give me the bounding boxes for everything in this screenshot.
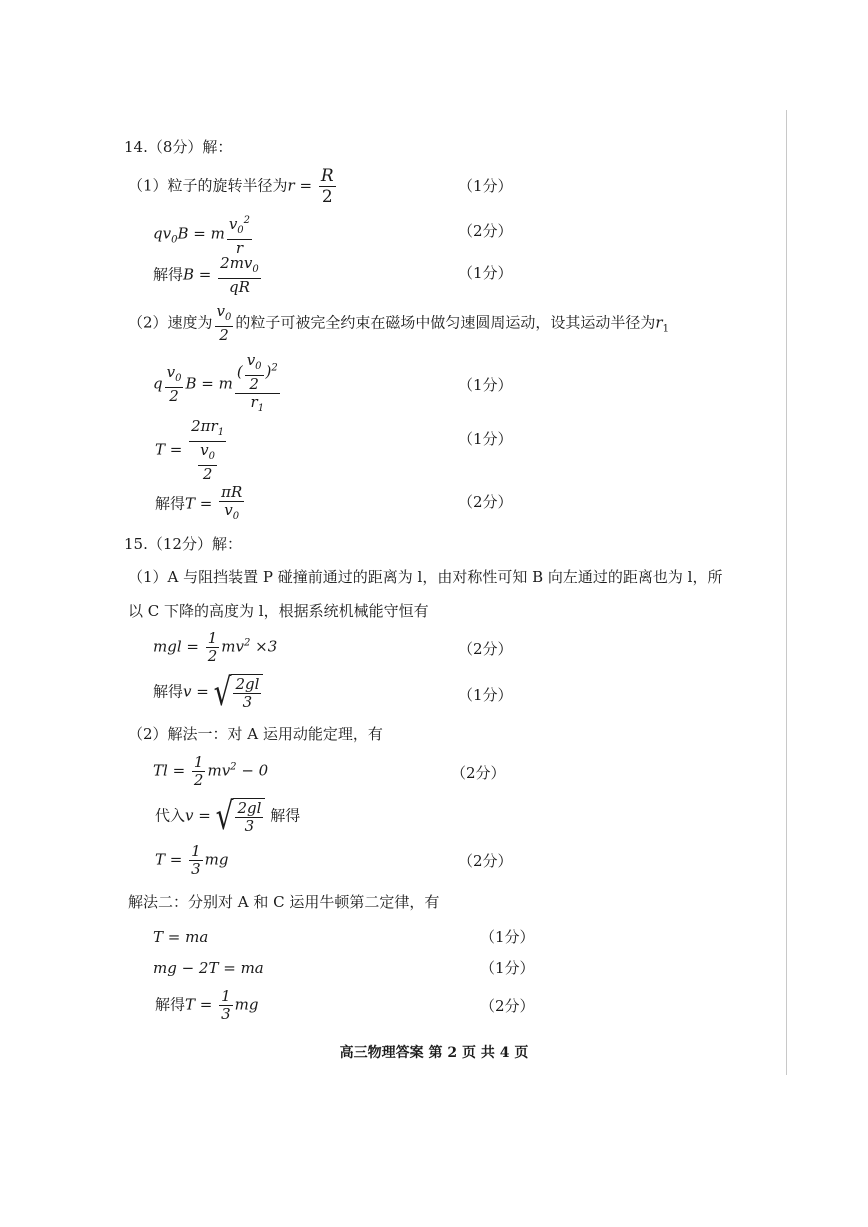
q15-part1-line2: 以 C 下降的高度为 l，根据系统机械能守恒有 (128, 602, 429, 620)
score: （1分） (458, 376, 513, 394)
score: （2分） (458, 852, 513, 870)
q15-eq4: 代入v = √ $\frac{2gl}{3}$ 解得 (155, 793, 301, 839)
q14-eq4: q $\frac{v_0}{2}$ B = m ( $\frac{v_0}{2}$ )$^2$ $r_1$ (153, 352, 282, 417)
q14-part2: （2）速度为 $\frac{v_0}{2}$ 的粒子可被完全约束在磁场中做匀速圆周运动，设其运动半径为$r_1$ (128, 302, 669, 344)
fraction: $\frac{v_0^2}{r}$ (227, 212, 252, 257)
q15-eq7: mg − 2T = ma (153, 959, 264, 977)
fraction: $\frac{v_0}{2}$ (216, 302, 232, 344)
q15-eq8: 解得T = $\frac{1}{3}$ mg (155, 987, 259, 1023)
score: （1分） (458, 686, 513, 704)
score: （1分） (458, 264, 513, 282)
fraction: $\frac{2\pi r_1}{\frac{v_0}{2}}$ (191, 417, 225, 483)
fraction: $\frac{\pi R}{v_0}$ (221, 483, 243, 522)
score: （2分） (451, 764, 506, 782)
q14-eq5: T = $\frac{2\pi r_1}{\frac{v_0}{2}}$ (155, 417, 225, 483)
score: （2分） (458, 222, 513, 240)
q15-part1-line1: （1）A 与阻挡装置 P 碰撞前通过的距离为 l，由对称性可知 B 向左通过的距离也为 l，所 (128, 568, 723, 586)
score: （2分） (458, 493, 513, 511)
q15-method2: 解法二：分别对 A 和 C 运用牛顿第二定律，有 (128, 893, 440, 911)
sqrt: √ $\frac{2gl}{3}$ (216, 798, 266, 835)
q15-header: 15.（12分）解： (124, 535, 242, 553)
score: （1分） (458, 430, 513, 448)
q15-part2: （2）解法一：对 A 运用动能定理，有 (128, 725, 383, 743)
fraction: $\frac{1}{2}$ (207, 629, 218, 665)
q14-eq6: 解得T = $\frac{\pi R}{v_0}$ (155, 484, 246, 525)
score: （2分） (480, 997, 535, 1015)
fraction: ( $\frac{v_0}{2}$ )$^2$ $r_1$ (236, 351, 278, 414)
fraction: $\frac{R}{2}$ (320, 166, 334, 207)
page-footer: 高三物理答案 第 2 页 共 4 页 (339, 1045, 529, 1061)
fraction: $\frac{2mv_0}{qR}$ (220, 254, 259, 296)
sqrt: √ $\frac{2gl}{3}$ (214, 674, 264, 711)
q15-eq1: mgl = $\frac{1}{2}$ $mv^2 \times 3$ (153, 629, 278, 665)
q15-eq6: T = ma (153, 928, 209, 946)
fraction: $\frac{1}{2}$ (193, 753, 204, 789)
q14-eq2: $qv_0B = m$ $\frac{v_0^2}{r}$ (153, 212, 254, 257)
q14-header: 14.（8分）解： (124, 138, 233, 156)
q14-part1: （1）粒子的旋转半径为r = $\frac{R}{2}$ (128, 166, 334, 207)
q14-eq3: 解得B = $\frac{2mv_0}{qR}$ (153, 254, 259, 296)
fraction: $\frac{1}{3}$ (221, 987, 231, 1023)
q15-eq3: Tl = $\frac{1}{2}$ $mv^2 - 0$ (153, 753, 269, 789)
q15-eq2: 解得v = √ $\frac{2gl}{3}$ (153, 674, 263, 711)
score: （1分） (480, 959, 535, 977)
score: （1分） (480, 928, 535, 946)
fraction: $\frac{1}{3}$ (191, 842, 201, 878)
fraction: $\frac{v_0}{2}$ (166, 363, 182, 405)
score: （2分） (458, 640, 513, 658)
score: （1分） (458, 177, 513, 195)
page-edge-line (786, 110, 787, 1075)
q15-eq5: T = $\frac{1}{3}$ mg (155, 842, 229, 878)
